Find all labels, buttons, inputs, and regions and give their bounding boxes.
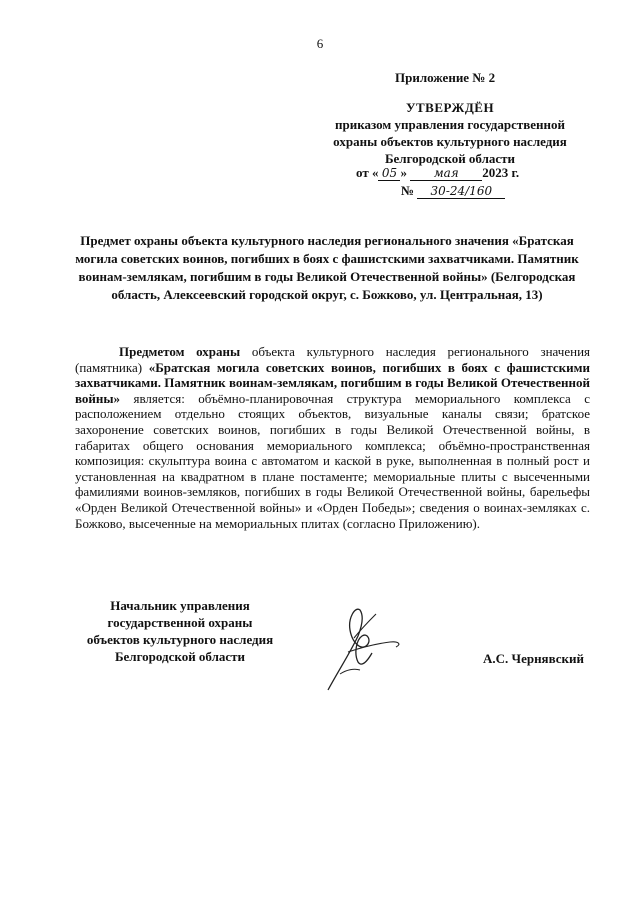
date-year: 2023 г. xyxy=(482,165,520,180)
order-number: 30-24/160 xyxy=(417,184,505,199)
role-line: Белгородской области xyxy=(114,649,246,664)
order-prefix: № xyxy=(401,183,415,198)
approval-title: УТВЕРЖДЁН xyxy=(405,100,495,115)
approval-order xyxy=(401,183,505,199)
page-number: 6 xyxy=(316,36,324,51)
date-day: 05 xyxy=(378,166,400,181)
approval-date xyxy=(356,165,519,181)
role-line: Начальник управления xyxy=(110,598,250,613)
document-heading: Предмет охраны объекта культурного наследия регионального значения «Братская могила советских воинов, погибших в боях с фашистскими захватчиками. Памятник воинам-землякам, погибшим в годы Великой Отечественной войны» (Белгородская область, Алексеевский городской округ, с. Божково, ул. Центральная, 13) xyxy=(75,233,579,302)
body-lead-rest: объекта культурного наследия регионального значения (памятника) xyxy=(75,344,590,375)
date-mid: » xyxy=(400,165,407,180)
approval-line: Белгородской области xyxy=(384,151,516,166)
approval-line: приказом управления государственной xyxy=(335,117,565,132)
signatory-role xyxy=(80,597,280,665)
role-line: государственной охраны xyxy=(107,615,253,630)
approval-line: охраны объектов культурного наследия xyxy=(333,134,567,149)
appendix-label: Приложение № 2 xyxy=(395,70,496,85)
date-month: мая xyxy=(410,166,482,181)
role-line: объектов культурного наследия xyxy=(86,632,274,647)
body-lead: Предметом охраны xyxy=(119,344,241,359)
body-description: является: объёмно-планировочная структура мемориального комплекса с расположением отдельно стоящих объектов, визуальные каналы связи; братское захоронение советских воинов, погибших в годы Великой Отечественной войны, в габаритах общего основания мемориального комплекса; объёмно-пространственная композиция: скульптура воина с автоматом и каской в руке, выполненная в полный рост и установленная на квадратном в плане постаменте; мемориальные плиты с высеченными фамилиями воинов-земляков, погибших в годы Великой Отечественной войны, барельефы «Орден Великой Отечественной войны» и «Орден Победы»; сведения о воинах-земляках с. Божково, высеченные на мемориальных плитах (согласно Приложению). xyxy=(75,390,590,531)
object-name: «Братская могила советских воинов, погибших в боях с фашистскими захватчиками. Памятник воинам-землякам, погибшим в годы Великой Отечественной войны» xyxy=(75,359,591,406)
body-paragraph xyxy=(75,344,590,531)
signatory-name: А.С. Чернявский xyxy=(483,651,585,666)
date-prefix: от « xyxy=(356,165,379,180)
handwritten-signature xyxy=(310,598,420,698)
approval-block xyxy=(300,99,600,167)
